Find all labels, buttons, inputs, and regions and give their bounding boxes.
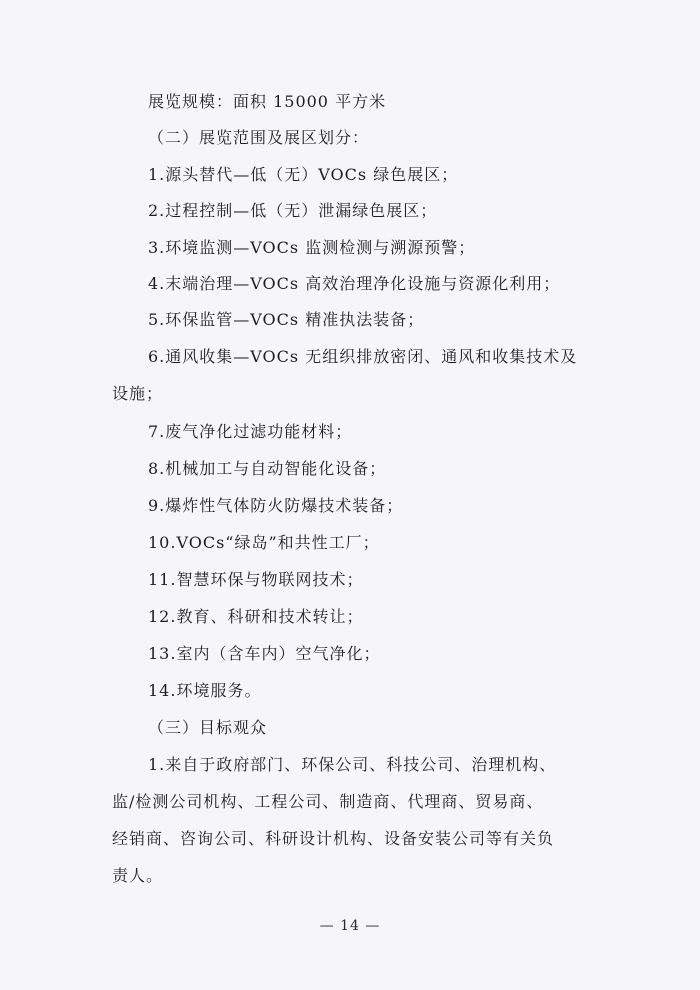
list-item: 10.VOCs“绿岛”和共性工厂； [148,533,380,552]
list-item: 3.环境监测—VOCs 监测检测与溯源预警； [148,238,476,257]
paragraph-line: 责人。 [112,866,164,885]
page-number: — 14 — [319,918,381,934]
list-item: 7.废气净化过滤功能材料； [148,422,353,441]
list-item: 12.教育、科研和技术转让； [148,607,364,626]
list-item: 14.环境服务。 [148,681,262,700]
list-item: 11.智慧环保与物联网技术； [148,570,364,589]
paragraph-line: 经销商、咨询公司、科研设计机构、设备安装公司等有关负 [112,829,555,848]
list-item: 13.室内（含车内）空气净化； [148,644,381,663]
section-heading-target-audience: （三）目标观众 [148,718,268,737]
list-item: 1.源头替代—低（无）VOCs 绿色展区； [148,165,459,184]
list-item: 5.环保监管—VOCs 精准执法装备； [148,310,425,329]
exhibition-scale-line: 展览规模：面积 15000 平方米 [148,92,387,111]
list-item: 8.机械加工与自动智能化设备； [148,459,387,478]
section-heading-exhibition-scope: （二）展览范围及展区划分： [148,128,370,147]
paragraph-line: 监/检测公司机构、工程公司、制造商、代理商、贸易商、 [112,792,544,811]
paragraph-line: 1.来自于政府部门、环保公司、科技公司、治理机构、 [148,755,557,774]
list-item: 4.末端治理—VOCs 高效治理净化设施与资源化利用； [148,274,561,293]
list-item: 6.通风收集—VOCs 无组织排放密闭、通风和收集技术及 [148,347,578,366]
list-item: 9.爆炸性气体防火防爆技术装备； [148,496,404,515]
list-item: 2.过程控制—低（无）泄漏绿色展区； [148,201,438,220]
list-item-continuation: 设施； [112,384,164,403]
